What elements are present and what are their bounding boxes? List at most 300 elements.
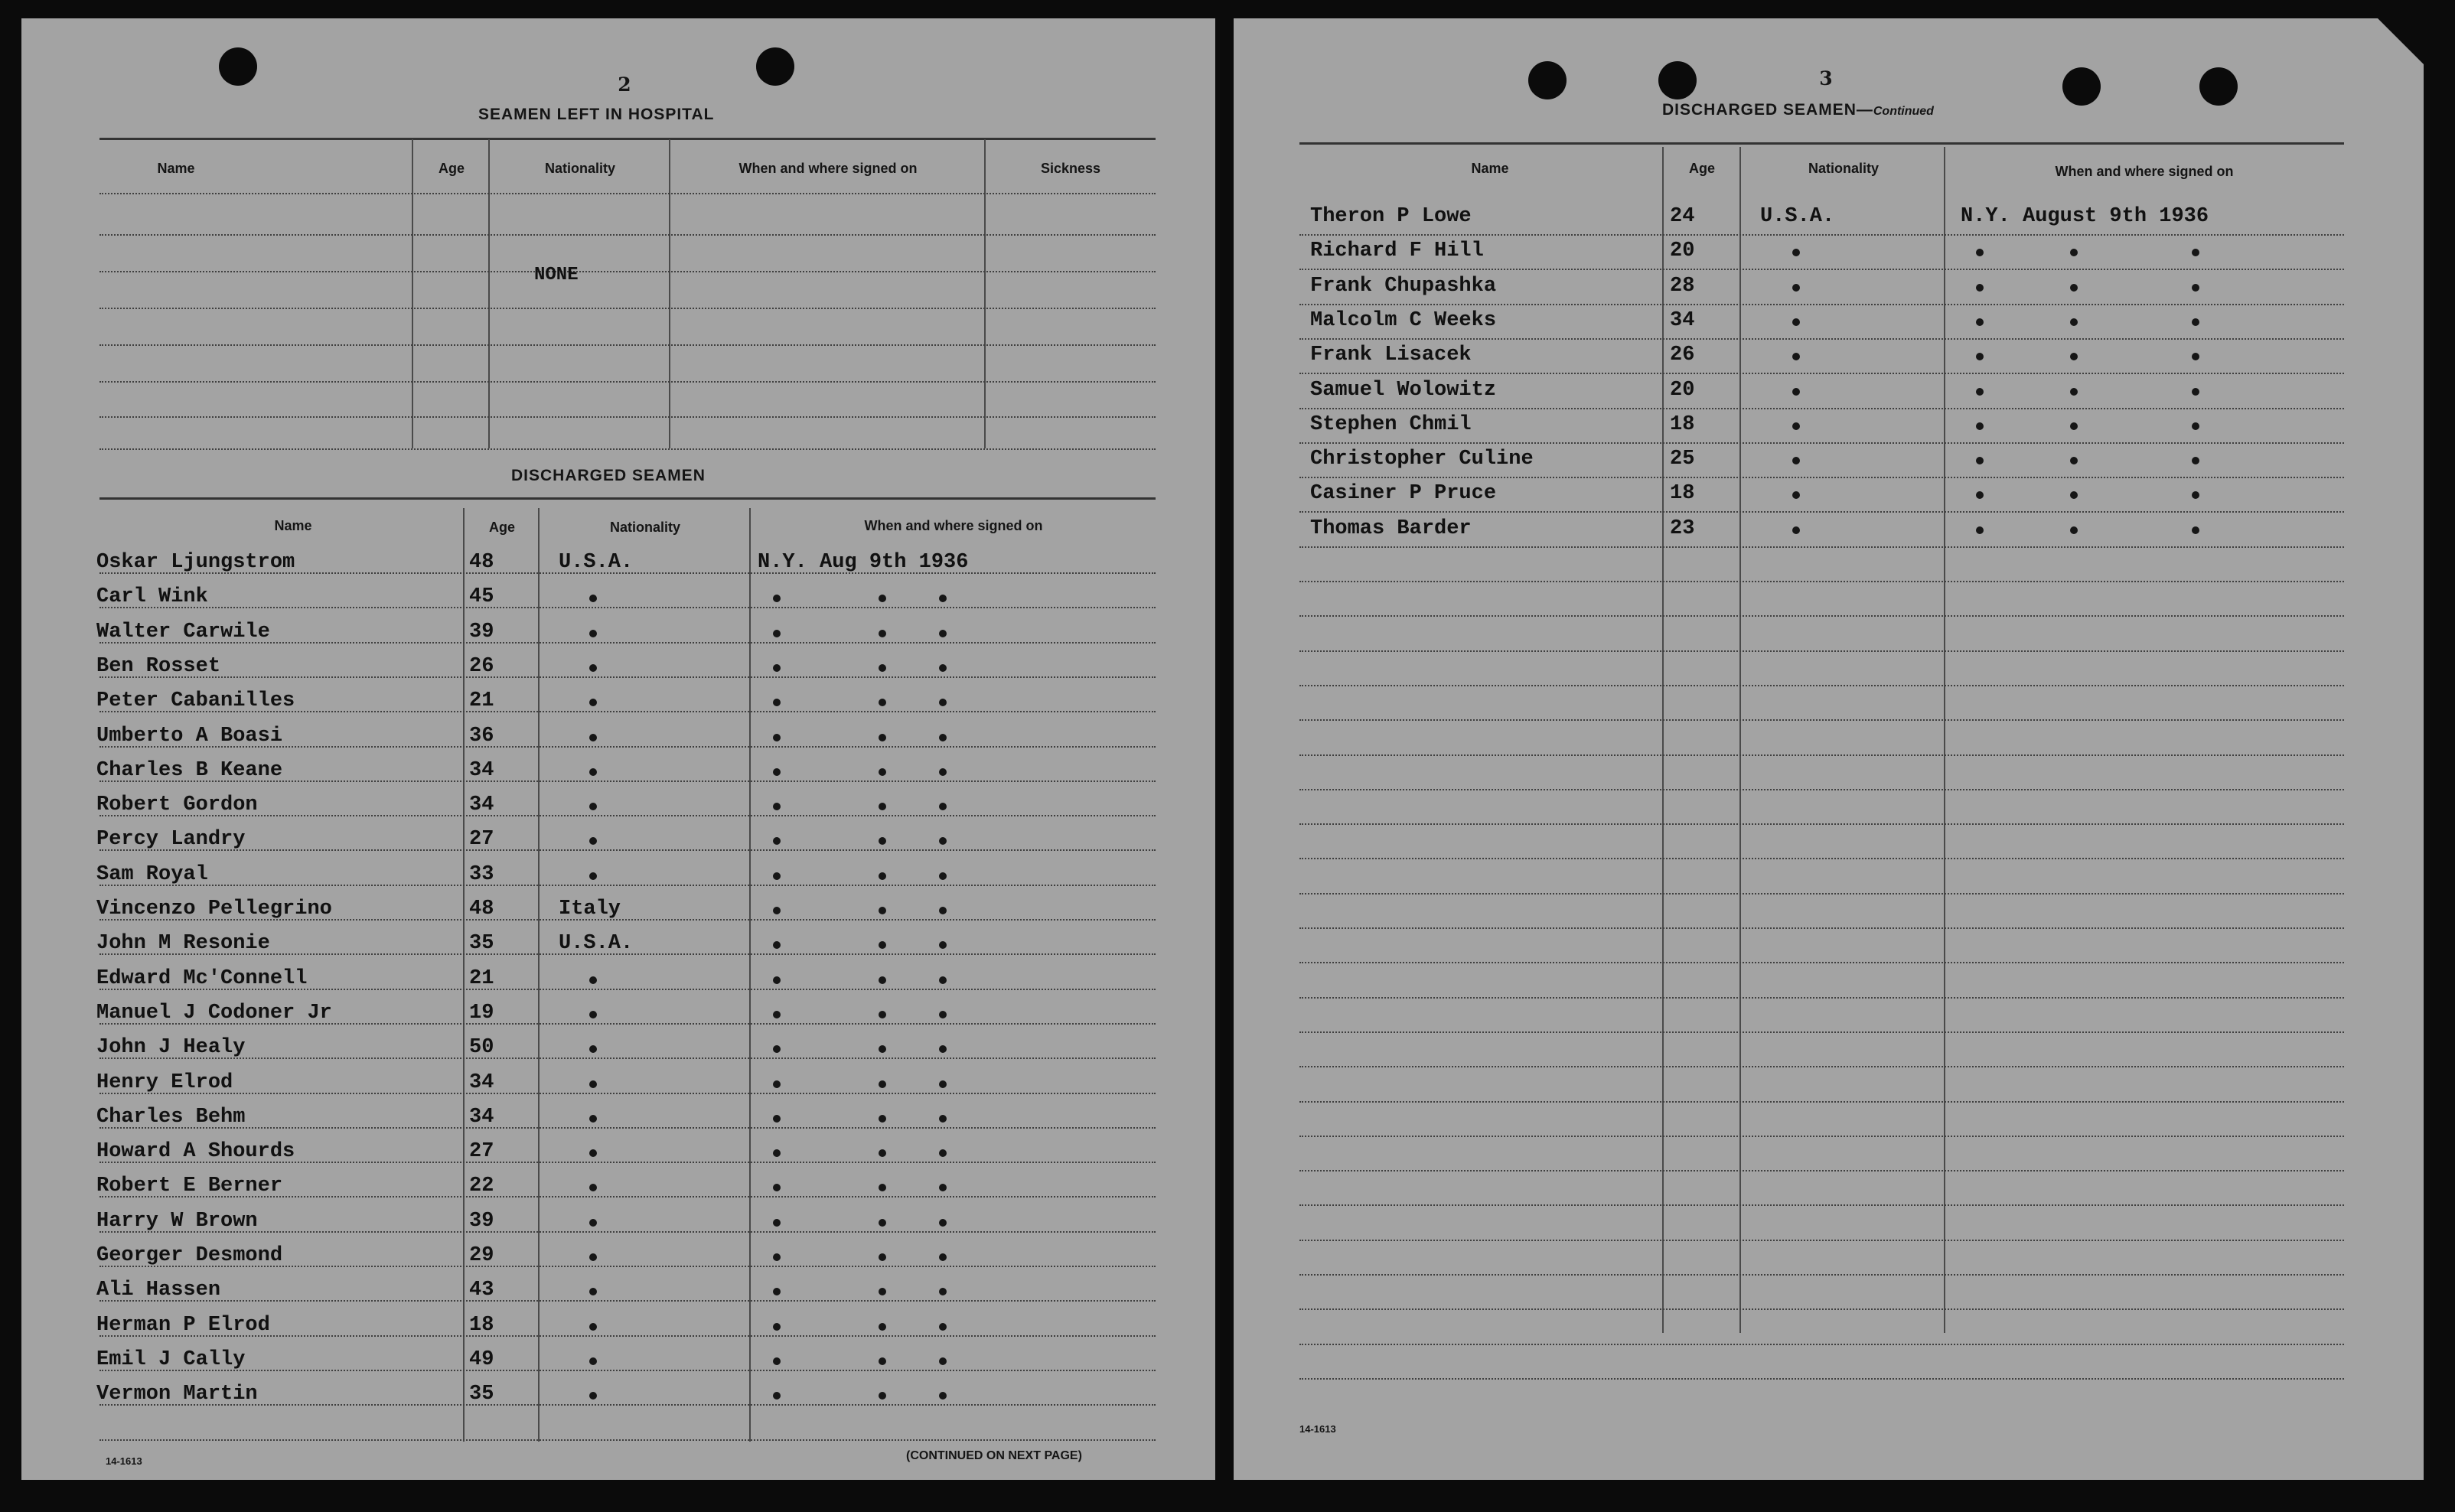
ditto-mark bbox=[773, 630, 781, 637]
ditto-mark bbox=[773, 1392, 781, 1400]
cell-age: 23 bbox=[1670, 516, 1695, 540]
ruled-line bbox=[1299, 1136, 2344, 1137]
ditto-mark bbox=[773, 1288, 781, 1295]
cell-name: Percy Landry bbox=[96, 828, 246, 852]
ditto-mark bbox=[589, 1288, 597, 1295]
ditto-mark bbox=[879, 1357, 886, 1365]
ruled-line bbox=[1299, 1240, 2344, 1241]
ditto-mark bbox=[2070, 526, 2078, 534]
ditto-mark bbox=[1976, 353, 1984, 360]
ditto-mark bbox=[773, 941, 781, 949]
cell-age: 27 bbox=[469, 1140, 494, 1164]
ditto-mark bbox=[879, 1323, 886, 1331]
ditto-mark bbox=[879, 1080, 886, 1088]
ruled-line bbox=[99, 1231, 1156, 1233]
cell-age: 27 bbox=[469, 828, 494, 852]
cell-age: 48 bbox=[469, 898, 494, 921]
ruled-line bbox=[1299, 823, 2344, 825]
hospital-none-note: NONE bbox=[534, 265, 579, 285]
ditto-mark bbox=[879, 872, 886, 880]
column-divider bbox=[984, 139, 986, 448]
ruled-line bbox=[1299, 1101, 2344, 1103]
ditto-mark bbox=[589, 1080, 597, 1088]
ditto-mark bbox=[589, 1219, 597, 1227]
cell-age: 34 bbox=[1670, 308, 1695, 332]
ruled-line bbox=[1299, 269, 2344, 270]
ditto-mark bbox=[2192, 491, 2199, 499]
ruled-line bbox=[99, 1300, 1156, 1302]
ruled-line bbox=[99, 448, 1156, 450]
ditto-mark bbox=[879, 1184, 886, 1191]
ditto-mark bbox=[2192, 388, 2199, 396]
cell-name: Samuel Wolowitz bbox=[1310, 378, 1497, 402]
ruled-line bbox=[1299, 615, 2344, 617]
ditto-mark bbox=[1792, 353, 1800, 360]
ditto-mark bbox=[879, 1149, 886, 1157]
punch-hole bbox=[1658, 61, 1697, 99]
ruled-line bbox=[99, 234, 1156, 236]
ditto-mark bbox=[589, 1149, 597, 1157]
cell-name: Frank Lisacek bbox=[1310, 344, 1472, 367]
ditto-mark bbox=[879, 595, 886, 602]
ruled-line bbox=[1299, 997, 2344, 999]
column-header-nationality: Nationality bbox=[609, 520, 680, 535]
ruled-line bbox=[1299, 442, 2344, 444]
ditto-mark bbox=[939, 1219, 947, 1227]
punch-hole bbox=[756, 47, 794, 86]
discharged-section-title: DISCHARGED SEAMEN bbox=[511, 467, 706, 484]
ruled-line bbox=[99, 271, 1156, 272]
ditto-mark bbox=[589, 1323, 597, 1331]
ruled-line bbox=[1299, 581, 2344, 582]
ruled-line bbox=[1299, 511, 2344, 513]
ditto-mark bbox=[939, 1357, 947, 1365]
ditto-mark bbox=[1792, 249, 1800, 256]
ruled-line bbox=[99, 308, 1156, 309]
ruled-line bbox=[1299, 893, 2344, 894]
cell-name: Richard F Hill bbox=[1310, 240, 1484, 263]
form-number: 14-1613 bbox=[1299, 1423, 1336, 1435]
ditto-mark bbox=[2070, 353, 2078, 360]
ditto-mark bbox=[589, 1115, 597, 1123]
ditto-mark bbox=[939, 1149, 947, 1157]
cell-name: Carl Wink bbox=[96, 585, 208, 609]
ditto-mark bbox=[2070, 284, 2078, 292]
cell-name: John J Healy bbox=[96, 1036, 246, 1060]
ditto-mark bbox=[589, 1045, 597, 1053]
cell-age: 35 bbox=[469, 932, 494, 956]
cell-age: 34 bbox=[469, 758, 494, 782]
ruled-line bbox=[1299, 304, 2344, 305]
cell-age: 18 bbox=[469, 1313, 494, 1337]
ruled-line bbox=[1299, 789, 2344, 790]
ruled-line bbox=[99, 381, 1156, 383]
ditto-mark bbox=[939, 1323, 947, 1331]
ditto-mark bbox=[939, 907, 947, 914]
column-header-sickness: Sickness bbox=[1040, 161, 1101, 176]
cell-name: Harry W Brown bbox=[96, 1209, 258, 1233]
column-header-signed-on: When and where signed on bbox=[738, 161, 918, 176]
ditto-mark bbox=[1976, 249, 1984, 256]
cell-name: Sam Royal bbox=[96, 862, 208, 886]
ditto-mark bbox=[879, 1219, 886, 1227]
ditto-mark bbox=[939, 595, 947, 602]
cell-age: 50 bbox=[469, 1036, 494, 1060]
column-divider bbox=[488, 139, 490, 448]
cell-name: Emil J Cally bbox=[96, 1347, 246, 1371]
column-divider bbox=[1662, 147, 1664, 1333]
ditto-mark bbox=[939, 768, 947, 776]
ditto-mark bbox=[1976, 318, 1984, 326]
cell-signed: N.Y. Aug 9th 1936 bbox=[758, 551, 969, 574]
ruled-line bbox=[99, 849, 1156, 851]
ditto-mark bbox=[589, 768, 597, 776]
cell-age: 22 bbox=[469, 1175, 494, 1198]
ruled-line bbox=[1299, 373, 2344, 374]
ditto-mark bbox=[1976, 422, 1984, 430]
ditto-mark bbox=[939, 630, 947, 637]
ditto-mark bbox=[773, 1115, 781, 1123]
cell-name: Robert E Berner bbox=[96, 1175, 283, 1198]
ruled-line bbox=[1299, 754, 2344, 756]
ditto-mark bbox=[879, 664, 886, 672]
ruled-line bbox=[1299, 408, 2344, 409]
ditto-mark bbox=[879, 1253, 886, 1261]
cell-age: 45 bbox=[469, 585, 494, 609]
cell-age: 29 bbox=[469, 1244, 494, 1267]
folded-corner bbox=[2378, 18, 2424, 64]
ditto-mark bbox=[773, 664, 781, 672]
ruled-line bbox=[99, 344, 1156, 346]
ditto-mark bbox=[773, 734, 781, 741]
ditto-mark bbox=[879, 941, 886, 949]
ditto-mark bbox=[939, 976, 947, 984]
ruled-line bbox=[99, 416, 1156, 418]
ruled-line bbox=[99, 1093, 1156, 1094]
ditto-mark bbox=[879, 699, 886, 706]
cell-name: Georger Desmond bbox=[96, 1244, 283, 1267]
cell-name: Henry Elrod bbox=[96, 1070, 233, 1094]
cell-name: Charles B Keane bbox=[96, 758, 283, 782]
ruled-line bbox=[99, 1439, 1156, 1441]
ditto-mark bbox=[589, 1184, 597, 1191]
cell-name: Umberto A Boasi bbox=[96, 724, 283, 748]
cell-age: 39 bbox=[469, 620, 494, 644]
ditto-mark bbox=[879, 768, 886, 776]
ruled-line bbox=[1299, 234, 2344, 236]
ruled-line bbox=[1299, 1031, 2344, 1033]
ditto-mark bbox=[939, 1184, 947, 1191]
ruled-line bbox=[1299, 1066, 2344, 1067]
ditto-mark bbox=[589, 664, 597, 672]
ditto-mark bbox=[2192, 422, 2199, 430]
cell-name: Herman P Elrod bbox=[96, 1313, 270, 1337]
ditto-mark bbox=[773, 1045, 781, 1053]
cell-age: 19 bbox=[469, 1001, 494, 1025]
ditto-mark bbox=[939, 837, 947, 845]
ruled-line bbox=[1299, 1308, 2344, 1310]
cell-name: Ali Hassen bbox=[96, 1279, 221, 1302]
ditto-mark bbox=[773, 1219, 781, 1227]
cell-age: 49 bbox=[469, 1347, 494, 1371]
cell-nationality: U.S.A. bbox=[559, 551, 634, 574]
ditto-mark bbox=[939, 734, 947, 741]
ditto-mark bbox=[773, 1184, 781, 1191]
column-header-name: Name bbox=[1471, 161, 1509, 176]
cell-age: 26 bbox=[1670, 344, 1695, 367]
cell-age: 35 bbox=[469, 1383, 494, 1406]
ditto-mark bbox=[939, 872, 947, 880]
table-top-rule bbox=[99, 138, 1156, 140]
left-page bbox=[21, 18, 1215, 1480]
ditto-mark bbox=[2070, 422, 2078, 430]
ruled-line bbox=[1299, 1378, 2344, 1380]
ditto-mark bbox=[939, 664, 947, 672]
ditto-mark bbox=[939, 1288, 947, 1295]
cell-age: 28 bbox=[1670, 274, 1695, 298]
cell-name: Vincenzo Pellegrino bbox=[96, 898, 332, 921]
ruled-line bbox=[1299, 1204, 2344, 1206]
cell-age: 39 bbox=[469, 1209, 494, 1233]
ditto-mark bbox=[1976, 284, 1984, 292]
ruled-line bbox=[1299, 1274, 2344, 1276]
cell-age: 25 bbox=[1670, 448, 1695, 471]
ruled-line bbox=[1299, 927, 2344, 929]
ditto-mark bbox=[1792, 526, 1800, 534]
ditto-mark bbox=[939, 1253, 947, 1261]
ditto-mark bbox=[589, 1253, 597, 1261]
ditto-mark bbox=[2192, 457, 2199, 464]
punch-hole bbox=[2199, 67, 2238, 106]
ditto-mark bbox=[589, 734, 597, 741]
ruled-line bbox=[99, 1404, 1156, 1406]
ditto-mark bbox=[879, 976, 886, 984]
title-suffix: Continued bbox=[1873, 105, 1934, 118]
ruled-line bbox=[99, 193, 1156, 194]
ditto-mark bbox=[879, 1045, 886, 1053]
cell-name: Peter Cabanilles bbox=[96, 689, 295, 713]
ditto-mark bbox=[773, 1080, 781, 1088]
ditto-mark bbox=[1976, 457, 1984, 464]
ditto-mark bbox=[939, 941, 947, 949]
ruled-line bbox=[99, 607, 1156, 608]
cell-age: 21 bbox=[469, 966, 494, 990]
cell-name: Malcolm C Weeks bbox=[1310, 308, 1497, 332]
ditto-mark bbox=[2192, 284, 2199, 292]
cell-name: Robert Gordon bbox=[96, 793, 258, 817]
ditto-mark bbox=[589, 1357, 597, 1365]
column-header-signed-on: When and where signed on bbox=[2055, 164, 2234, 179]
title-main: DISCHARGED SEAMEN— bbox=[1662, 101, 1873, 119]
ditto-mark bbox=[1976, 526, 1984, 534]
column-header-name: Name bbox=[157, 161, 195, 176]
ditto-mark bbox=[773, 1011, 781, 1018]
ruled-line bbox=[1299, 338, 2344, 340]
cell-name: Thomas Barder bbox=[1310, 516, 1472, 540]
ditto-mark bbox=[879, 1392, 886, 1400]
ditto-mark bbox=[939, 803, 947, 810]
ditto-mark bbox=[773, 768, 781, 776]
ruled-line bbox=[1299, 962, 2344, 963]
ditto-mark bbox=[939, 1011, 947, 1018]
hospital-section-title: SEAMEN LEFT IN HOSPITAL bbox=[478, 106, 715, 123]
ditto-mark bbox=[773, 803, 781, 810]
ditto-mark bbox=[589, 837, 597, 845]
ditto-mark bbox=[2192, 353, 2199, 360]
right-page bbox=[1234, 18, 2424, 1480]
ruled-line bbox=[1299, 477, 2344, 478]
ditto-mark bbox=[773, 872, 781, 880]
ditto-mark bbox=[773, 907, 781, 914]
ditto-mark bbox=[589, 872, 597, 880]
column-divider bbox=[1739, 147, 1741, 1333]
column-divider bbox=[669, 139, 670, 448]
table-top-rule bbox=[1299, 142, 2344, 145]
cell-age: 24 bbox=[1670, 205, 1695, 228]
column-divider bbox=[1944, 147, 1945, 1333]
ditto-mark bbox=[589, 1392, 597, 1400]
cell-name: Christopher Culine bbox=[1310, 448, 1534, 471]
column-header-name: Name bbox=[274, 518, 312, 533]
ditto-mark bbox=[589, 595, 597, 602]
cell-age: 34 bbox=[469, 1070, 494, 1094]
ditto-mark bbox=[589, 803, 597, 810]
cell-name: Ben Rosset bbox=[96, 654, 221, 678]
column-header-nationality: Nationality bbox=[544, 161, 615, 176]
ditto-mark bbox=[773, 1253, 781, 1261]
ruled-line bbox=[1299, 1344, 2344, 1345]
punch-hole bbox=[2062, 67, 2101, 106]
cell-age: 48 bbox=[469, 551, 494, 574]
cell-age: 18 bbox=[1670, 482, 1695, 506]
column-header-age: Age bbox=[488, 520, 515, 535]
ruled-line bbox=[1299, 1170, 2344, 1171]
cell-name: Oskar Ljungstrom bbox=[96, 551, 295, 574]
ditto-mark bbox=[939, 1392, 947, 1400]
cell-name: Casiner P Pruce bbox=[1310, 482, 1497, 506]
cell-signed: N.Y. August 9th 1936 bbox=[1961, 205, 2209, 228]
cell-age: 20 bbox=[1670, 240, 1695, 263]
ruled-line bbox=[1299, 685, 2344, 686]
column-header-nationality: Nationality bbox=[1808, 161, 1879, 176]
cell-name: Walter Carwile bbox=[96, 620, 270, 644]
ditto-mark bbox=[773, 837, 781, 845]
ditto-mark bbox=[2070, 249, 2078, 256]
cell-name: John M Resonie bbox=[96, 932, 270, 956]
ditto-mark bbox=[589, 630, 597, 637]
cell-age: 20 bbox=[1670, 378, 1695, 402]
cell-name: Theron P Lowe bbox=[1310, 205, 1472, 228]
ditto-mark bbox=[879, 837, 886, 845]
ditto-mark bbox=[773, 976, 781, 984]
ruled-line bbox=[99, 1127, 1156, 1129]
ruled-line bbox=[1299, 650, 2344, 652]
ruled-line bbox=[99, 815, 1156, 816]
page-number: 2 bbox=[618, 73, 631, 96]
cell-age: 18 bbox=[1670, 412, 1695, 436]
ditto-mark bbox=[879, 1115, 886, 1123]
cell-nationality: U.S.A. bbox=[1760, 205, 1835, 228]
ditto-mark bbox=[1792, 422, 1800, 430]
ruled-line bbox=[99, 885, 1156, 886]
ditto-mark bbox=[589, 699, 597, 706]
form-number: 14-1613 bbox=[106, 1455, 142, 1467]
ditto-mark bbox=[1976, 491, 1984, 499]
ditto-mark bbox=[773, 595, 781, 602]
cell-name: Manuel J Codoner Jr bbox=[96, 1001, 332, 1025]
continued-section-title bbox=[1662, 101, 1934, 119]
ditto-mark bbox=[939, 1080, 947, 1088]
cell-name: Edward Mc'Connell bbox=[96, 966, 308, 990]
ditto-mark bbox=[879, 1288, 886, 1295]
ruled-line bbox=[99, 1370, 1156, 1371]
ditto-mark bbox=[879, 1011, 886, 1018]
ditto-mark bbox=[879, 630, 886, 637]
ditto-mark bbox=[2070, 491, 2078, 499]
punch-hole bbox=[1528, 61, 1567, 99]
column-header-age: Age bbox=[1688, 161, 1715, 176]
cell-name: Frank Chupashka bbox=[1310, 274, 1497, 298]
cell-nationality: U.S.A. bbox=[559, 932, 634, 956]
cell-age: 26 bbox=[469, 654, 494, 678]
cell-name: Stephen Chmil bbox=[1310, 412, 1472, 436]
cell-age: 36 bbox=[469, 724, 494, 748]
ruled-line bbox=[99, 1057, 1156, 1059]
ditto-mark bbox=[1976, 388, 1984, 396]
ruled-line bbox=[99, 676, 1156, 678]
cell-name: Vermon Martin bbox=[96, 1383, 258, 1406]
ditto-mark bbox=[2070, 457, 2078, 464]
ditto-mark bbox=[2192, 249, 2199, 256]
cell-age: 21 bbox=[469, 689, 494, 713]
table-top-rule bbox=[99, 497, 1156, 500]
cell-age: 34 bbox=[469, 793, 494, 817]
column-header-signed-on: When and where signed on bbox=[864, 518, 1043, 533]
continued-note: (CONTINUED ON NEXT PAGE) bbox=[906, 1449, 1082, 1462]
ditto-mark bbox=[2070, 388, 2078, 396]
ditto-mark bbox=[2070, 318, 2078, 326]
cell-name: Charles Behm bbox=[96, 1105, 246, 1129]
ditto-mark bbox=[773, 1323, 781, 1331]
ditto-mark bbox=[939, 1115, 947, 1123]
cell-age: 33 bbox=[469, 862, 494, 886]
punch-hole bbox=[219, 47, 257, 86]
ditto-mark bbox=[2192, 318, 2199, 326]
column-divider bbox=[412, 139, 413, 448]
cell-nationality: Italy bbox=[559, 898, 621, 921]
ditto-mark bbox=[879, 907, 886, 914]
ditto-mark bbox=[1792, 388, 1800, 396]
ditto-mark bbox=[2192, 526, 2199, 534]
ditto-mark bbox=[1792, 284, 1800, 292]
ruled-line bbox=[1299, 719, 2344, 721]
page-number: 3 bbox=[1819, 67, 1833, 90]
cell-age: 34 bbox=[469, 1105, 494, 1129]
ditto-mark bbox=[939, 1045, 947, 1053]
ditto-mark bbox=[773, 1357, 781, 1365]
ditto-mark bbox=[773, 1149, 781, 1157]
ruled-line bbox=[1299, 546, 2344, 548]
ditto-mark bbox=[589, 976, 597, 984]
ditto-mark bbox=[1792, 457, 1800, 464]
ditto-mark bbox=[879, 803, 886, 810]
ditto-mark bbox=[1792, 491, 1800, 499]
ditto-mark bbox=[1792, 318, 1800, 326]
ditto-mark bbox=[879, 734, 886, 741]
cell-age: 43 bbox=[469, 1279, 494, 1302]
ditto-mark bbox=[939, 699, 947, 706]
column-header-age: Age bbox=[438, 161, 465, 176]
